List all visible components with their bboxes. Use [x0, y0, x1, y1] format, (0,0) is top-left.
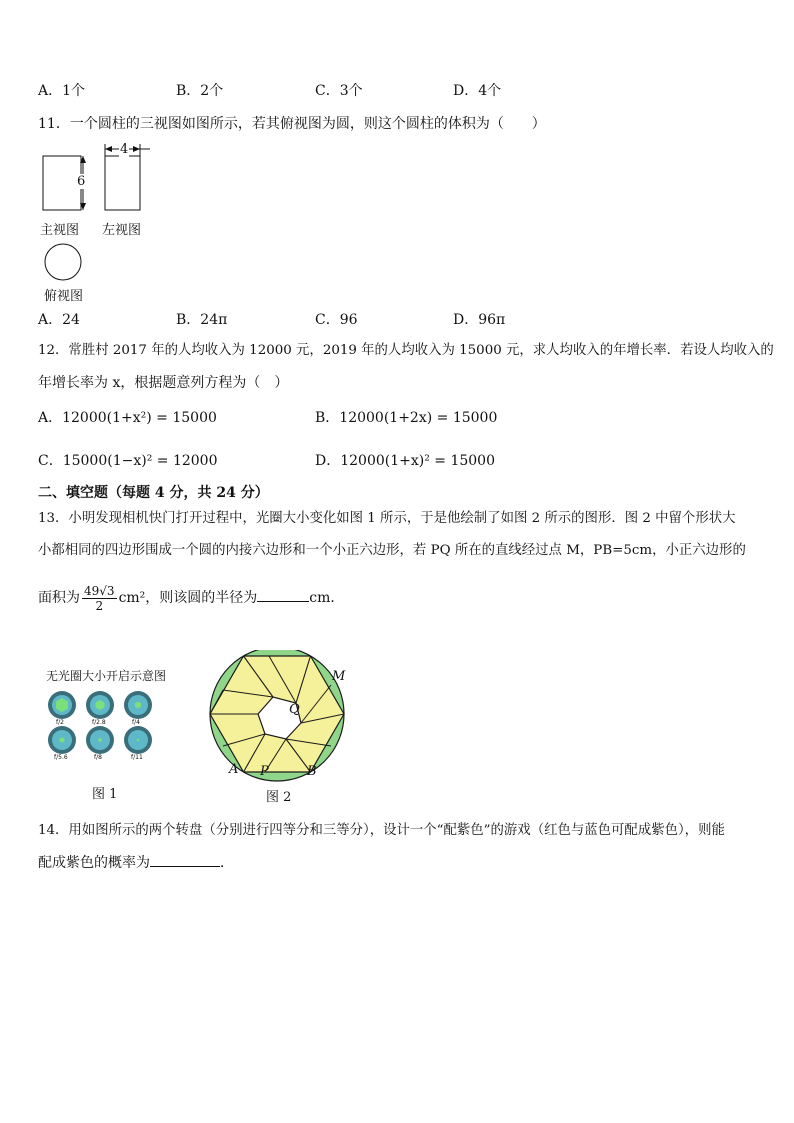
- q11-option-d: D．96π: [453, 312, 506, 328]
- top-view-label: 俯视图: [44, 289, 84, 304]
- q11-stem: 11．一个圆柱的三视图如图所示，若其俯视图为圆，则这个圆柱的体积为（ ）: [38, 116, 546, 132]
- point-label-M: M: [332, 669, 346, 684]
- q14-line1: 14．用如图所示的两个转盘（分别进行四等分和三等分），设计一个“配紫色”的游戏（红色与蓝色可配成紫色），则能: [38, 823, 725, 838]
- q13-prefix: 面积为: [38, 590, 80, 606]
- dim-height-label: 6: [77, 174, 86, 189]
- q13-line2: 小都相同的四边形围成一个圆的内接六边形和一个小正六边形，若 PQ 所在的直线经过点 M，PB=5cm，小正六边形的: [38, 543, 746, 558]
- q12-option-a: A．12000(1+x²) = 15000: [38, 410, 217, 426]
- q13-line1: 13．小明发现相机快门打开过程中，光圈大小变化如图 1 所示，于是他绘制了如图 2 所示的图形．图 2 中留个形状大: [38, 511, 736, 526]
- q10-option-a: A．1个: [38, 83, 86, 99]
- q10-option-b: B．2个: [176, 83, 224, 99]
- q14-answer-blank[interactable]: [150, 852, 220, 867]
- q11-option-b: B．24π: [176, 312, 228, 328]
- top-view-circle: [45, 244, 81, 280]
- aperture-icon-3: [124, 691, 152, 719]
- q13-line3: [38, 578, 344, 618]
- q13-answer-blank[interactable]: [257, 587, 309, 602]
- aperture-icon-6: [124, 726, 152, 754]
- fig1-title: 无光圈大小开启示意图: [46, 669, 167, 683]
- q11-option-a: A．24: [38, 312, 80, 328]
- point-label-Q: Q: [289, 702, 300, 717]
- q12-stem-line1: 12．常胜村 2017 年的人均收入为 12000 元，2019 年的人均收入为 15000 元，求人均收入的年增长率．若设人均收入的: [38, 343, 774, 358]
- q11-option-c: C．96: [315, 312, 358, 328]
- front-view-label: 主视图: [40, 223, 80, 238]
- aperture-icon-1: [48, 691, 76, 719]
- left-view-label: 左视图: [102, 223, 142, 238]
- q13-suffix: cm．: [309, 590, 345, 606]
- fig1-stop-4: f/5.6: [54, 754, 68, 761]
- fig1-stop-5: f/8: [94, 754, 102, 761]
- q12-option-d: D．12000(1+x)² = 15000: [315, 453, 495, 469]
- area-fraction-denominator: 2: [95, 598, 104, 613]
- q12-stem-line2: 年增长率为 x，根据题意列方程为（ ）: [38, 375, 289, 391]
- q14-prefix: 配成紫色的概率为: [38, 855, 150, 871]
- q14-suffix: ．: [220, 855, 234, 871]
- front-view-rect: [43, 156, 81, 210]
- point-label-B: B: [307, 764, 317, 779]
- fig1-caption: 图 1: [92, 787, 118, 802]
- q14-line2: [38, 852, 234, 873]
- fig1-stop-3: f/4: [132, 719, 140, 726]
- q13-unit: cm²，则该圆的半径为: [118, 590, 258, 606]
- fig1-stop-1: f/2: [56, 719, 64, 726]
- aperture-icon-2: [86, 691, 114, 719]
- dim-width-label: 4: [120, 142, 129, 157]
- q12-option-b: B．12000(1+2x) = 15000: [315, 410, 498, 426]
- section-heading-fill-in: 二、填空题（每题 4 分，共 24 分）: [38, 485, 269, 501]
- point-label-A: A: [229, 762, 239, 777]
- aperture-icon-4: [48, 726, 76, 754]
- point-label-P: P: [260, 764, 269, 779]
- left-view-rect: [105, 156, 140, 210]
- q10-option-d: D．4个: [453, 83, 502, 99]
- area-fraction: [82, 584, 117, 613]
- fig1-stop-6: f/11: [131, 754, 143, 761]
- fig2-caption: 图 2: [266, 790, 292, 805]
- fig2-aperture-diagram: [203, 650, 353, 782]
- q12-option-c: C．15000(1−x)² = 12000: [38, 453, 218, 469]
- aperture-icon-5: [86, 726, 114, 754]
- q10-option-c: C．3个: [315, 83, 363, 99]
- fig1-stop-2: f/2.8: [92, 719, 106, 726]
- area-fraction-numerator: 49√3: [84, 583, 115, 598]
